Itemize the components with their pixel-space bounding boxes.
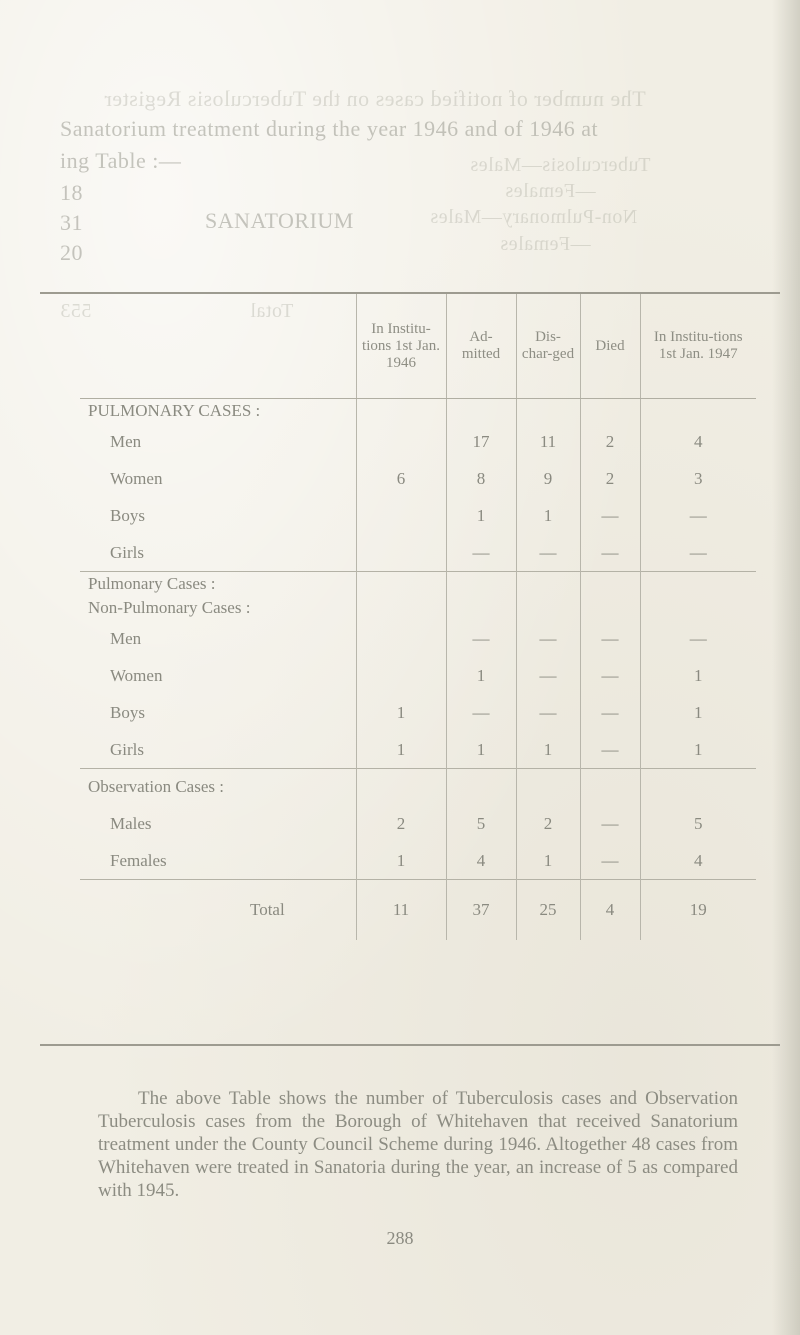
cell: 9 [516,460,580,497]
cell: — [446,620,516,657]
cell: — [580,620,640,657]
ghost-total: Total [250,300,294,322]
header-in-institutions-1947: In Institu-tions 1st Jan. 1947 [640,294,756,399]
row-label: Females [110,850,167,870]
cell: — [446,534,516,572]
table-section-row [80,572,756,597]
cell: — [516,657,580,694]
cell: 5 [446,805,516,842]
cell: 1 [356,842,446,880]
cell: 1 [516,731,580,769]
cell: 17 [446,423,516,460]
table-row [80,805,756,842]
cell: 8 [446,460,516,497]
row-label: Women [110,468,163,488]
table-row [80,534,756,572]
cell: 25 [516,880,580,941]
table-header-row [80,294,756,399]
cell [356,620,446,657]
section-observation-title: Observation Cases : [80,769,356,806]
cell: — [580,731,640,769]
cell [356,423,446,460]
cell: 4 [640,423,756,460]
table-row [80,423,756,460]
cell: 2 [580,423,640,460]
cell: 1 [640,657,756,694]
cell: 3 [640,460,756,497]
table-section-row [80,596,756,620]
section-pulmonary-title: PULMONARY CASES : [88,401,261,420]
total-label: Total [80,880,356,941]
row-label: Men [110,628,142,648]
table-row [80,620,756,657]
cell [356,534,446,572]
table-section-row [80,399,756,424]
section-pulmonary-subtitle: Pulmonary Cases : [80,572,356,597]
cell: 4 [580,880,640,941]
cell: — [580,842,640,880]
cell: 6 [356,460,446,497]
page-number: 288 [386,1228,414,1248]
cell: — [640,497,756,534]
cell: — [580,534,640,572]
table-row [80,842,756,880]
row-label: Men [110,431,142,451]
header-blank [80,294,356,399]
ghost-line-4b: 31 [60,210,83,235]
cell: 4 [446,842,516,880]
table-row [80,497,756,534]
cell: 5 [640,805,756,842]
ghost-line-3: ing Table :— [60,148,182,173]
cell: 11 [356,880,446,941]
cell: 1 [446,497,516,534]
cell: 1 [640,731,756,769]
cell [356,657,446,694]
cell: — [580,694,640,731]
cell: 1 [446,731,516,769]
table-bottom-rule [40,1044,780,1046]
row-label: Boys [110,702,145,722]
row-label: Males [110,813,152,833]
row-label: Girls [110,739,144,759]
sanatorium-table [80,294,756,940]
section-nonpulmonary-title: Non-Pulmonary Cases : [88,598,251,617]
cell: — [640,534,756,572]
cell: 19 [640,880,756,941]
row-label: Women [110,665,163,685]
cell: — [516,620,580,657]
paragraph-text: The above Table shows the number of Tuberculosis cases and Observation Tuberculosis cases from the Borough of Whitehaven that received Sanatorium treatment under the County Council Scheme during 1946. Altogether 48 cases from Whitehaven were treated in Sanatoria during the year, an increase of 5 as compared with 1945. [98,1088,738,1201]
ghost-line-4c: 20 [60,240,83,265]
header-discharged: Dis-char-ged [516,294,580,399]
cell: — [580,805,640,842]
ghost-line-1: The number of notified cases on the Tuberculosis Register [104,86,646,111]
ghost-553: 553 [60,300,92,322]
cell: 1 [356,694,446,731]
header-died: Died [580,294,640,399]
cell: 11 [516,423,580,460]
header-in-institutions-1946: In Institu-tions 1st Jan. 1946 [356,294,446,399]
ghost-line-4a: 18 [60,180,83,205]
table-row [80,731,756,769]
ghost-mirror-3: Non-Pulmonary—Males [430,206,638,228]
cell: 2 [356,805,446,842]
body-paragraph [98,1087,738,1202]
cell: — [640,620,756,657]
ghost-mirror-1: Tuberculosis—Males [470,154,651,176]
table-row [80,460,756,497]
ghost-mirror-4: —Females [500,233,591,255]
cell: 2 [580,460,640,497]
cell: — [446,694,516,731]
cell: — [516,534,580,572]
page-edge-shadow [772,0,800,1335]
table-row [80,694,756,731]
row-label: Boys [110,505,145,525]
table-row [80,657,756,694]
header-admitted: Ad-mitted [446,294,516,399]
cell: 1 [516,497,580,534]
cell: 1 [640,694,756,731]
cell: 1 [446,657,516,694]
table-total-row [80,880,756,941]
cell: 2 [516,805,580,842]
ghost-line-5: SANATORIUM [205,208,354,233]
ghost-line-2: Sanatorium treatment during the year 1946 and of 1946 at [60,116,599,141]
cell: 4 [640,842,756,880]
ghost-mirror-2: —Females [505,180,596,202]
cell: — [580,497,640,534]
cell: 1 [356,731,446,769]
cell: 37 [446,880,516,941]
table-section-row [80,769,756,806]
cell: 1 [516,842,580,880]
cell: — [516,694,580,731]
row-label: Girls [110,542,144,562]
cell [356,497,446,534]
cell: — [580,657,640,694]
